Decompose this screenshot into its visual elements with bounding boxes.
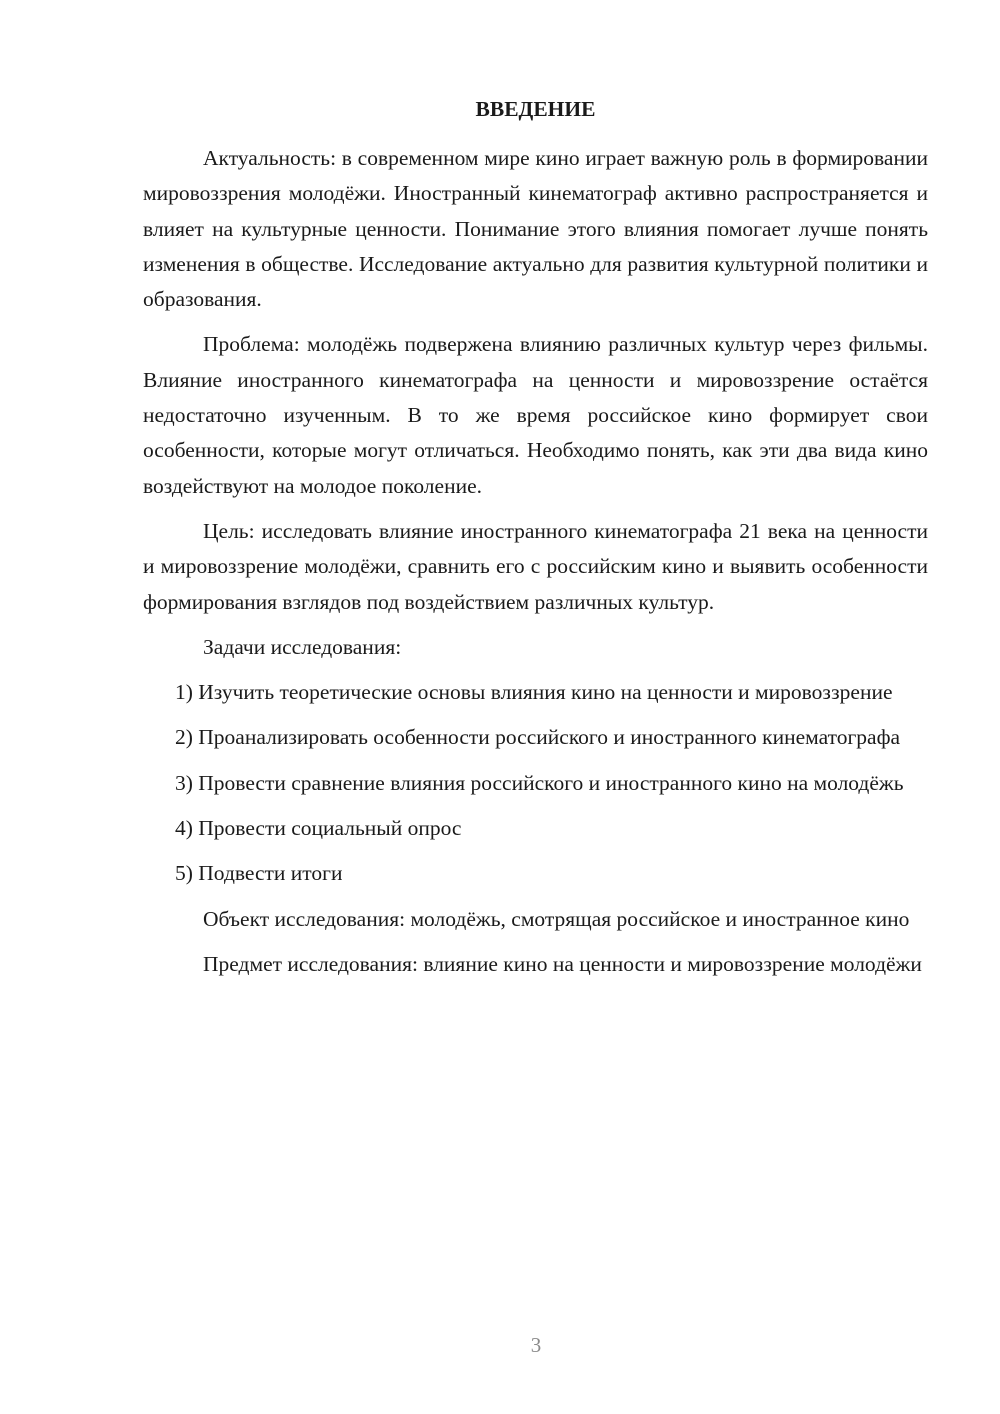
page-number: 3: [530, 1333, 542, 1357]
task-item-5: 5) Подвести итоги: [175, 861, 343, 886]
tasks-heading: Задачи исследования:: [203, 634, 402, 659]
task-item-4: 4) Провести социальный опрос: [175, 816, 462, 841]
task-item-3: 3) Провести сравнение влияния российского и иностранного кино на молодёжь: [175, 770, 904, 795]
paragraph-problem: Проблема: молодёжь подвержена влиянию различных культур через фильмы. Влияние иностранного кинематографа на ценности и мировоззрение остаётся недостаточно изученным. В то же время российское кино формирует свои особенности, которые могут отличаться. Необходимо понять, как эти два вида кино воздействуют на молодое поколение.: [143, 332, 928, 498]
paragraph-relevance: Актуальность: в современном мире кино играет важную роль в формировании мировоззрения молодёжи. Иностранный кинематограф активно распространяется и влияет на культурные ценности. Понимание этого влияния помогает лучше понять изменения в обществе. Исследование актуально для развития культурной политики и образования.: [143, 146, 928, 312]
task-item-1: 1) Изучить теоретические основы влияния кино на ценности и мировоззрение: [175, 680, 893, 705]
document-page: [143, 92, 928, 992]
section-title: ВВЕДЕНИЕ: [475, 97, 596, 121]
paragraph-object: Объект исследования: молодёжь, смотрящая российское и иностранное кино: [203, 906, 910, 931]
paragraph-subject: Предмет исследования: влияние кино на ценности и мировоззрение молодёжи: [203, 951, 922, 976]
task-item-2: 2) Проанализировать особенности российского и иностранного кинематографа: [175, 725, 901, 750]
paragraph-goal: Цель: исследовать влияние иностранного кинематографа 21 века на ценности и мировоззрение молодёжи, сравнить его с российским кино и выявить особенности формирования взглядов под воздействием различных культур.: [143, 518, 928, 614]
